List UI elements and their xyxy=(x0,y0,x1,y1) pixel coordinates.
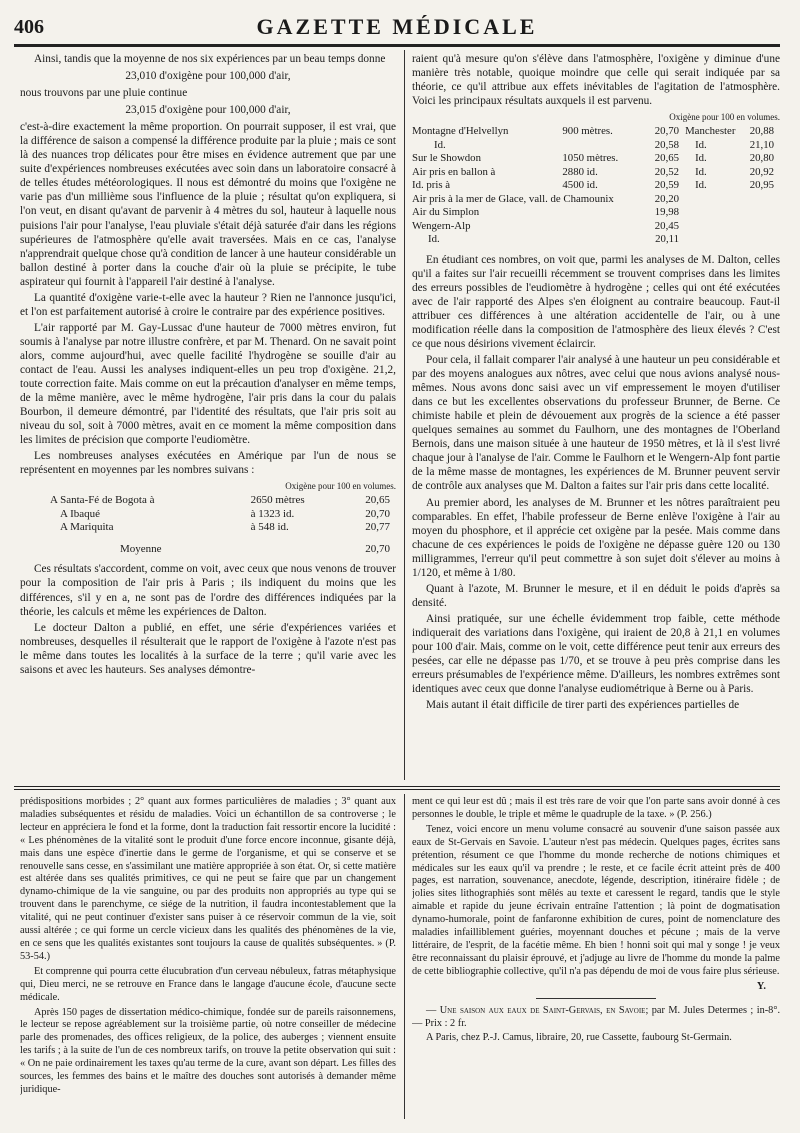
table-cell-place: Id. xyxy=(434,138,446,151)
column-divider-bottom xyxy=(404,794,405,1119)
table-cell-value: 20,45 xyxy=(654,219,680,232)
citation: — Une saison aux eaux de Saint-Gervais, en Savoie; par M. Jules Determes ; in-8°. — Prix : 2 fr. xyxy=(412,1004,780,1029)
feuilleton-rule-2 xyxy=(14,789,780,790)
table-row xyxy=(412,166,780,180)
table-cell-place: Air pris à la mer de Glace, vall. de Chamounix xyxy=(412,192,614,205)
table-cell-place2: Id. xyxy=(695,165,707,178)
table-row xyxy=(412,125,780,139)
table-cell-place: A Ibaqué xyxy=(60,507,101,520)
table-cell-place: A Santa-Fé de Bogota à xyxy=(50,494,155,507)
table-cell-value: 20,70 xyxy=(654,125,680,138)
table-row xyxy=(412,139,780,153)
table-row xyxy=(412,152,780,166)
paragraph: Tenez, voici encore un menu volume consacré au souvenir d'une saison passée aux eaux de St-Gervais en Savoie. L'auteur n'est pas médecin. Quelques pages, écrites sans prétention, résument ce que l'homme du monde recherche de notions chimiques et médicales sur les eaux qu'il va prendre ; le reste, et ce facile écrit atteint près de 400 pages, est narration, souvenance, anecdote, légende, description, itinéraire fidèle ; de jolies sites lithographiés sont mêlés au texte et caressent le regard, tandis que le style aimable et rapide du jeune écrivain entraîne l'attention ; là point de dogmatisation dynamo-humorale, point de fanfaronne exhibition de cures, point de nomenclature des maladies infailliblement guéries, moyennant douches et pécune ; mais de la verve littéraire, de l'esprit, de la facétie même. Eh bien ! honni soit qui mal y songe ! je veux être reconnaissant du plaisir éprouvé, et j'adjuge au livre de l'homme du monde la palme de cette bibliographie collective, qu'il n'a pas dépendu de moi de vous faire plus sérieuse. xyxy=(412,823,780,977)
table-cell-place: Id. pris à xyxy=(412,179,451,192)
table-cell-alt: à 1323 id. xyxy=(250,507,295,520)
table-cell-value2: 20,80 xyxy=(749,152,774,165)
separator xyxy=(536,998,656,999)
paragraph: Pour cela, il fallait comparer l'air analysé à une hauteur un peu considérable et par des moyens analogues aux nôtres, avec celui que nous avions analysé nous-mêmes. Nous avons donc saisi avec un vif empressement le moyen d'utiliser dans ce but les excellentes observations du professeur Brunner, de Berne. Ce chimiste habile et plein de dévouement aux progrès de la science a été passer quelques semaines au sommet du Faulhorn, une des montagnes de l'Oberland Bernois, dans une maison située à une hauteur de 1950 mètres, et là il s'est livré chaque jour à l'analyse de l'air. Comme le Faulhorn et le Wengern-Alp font partie de la même masse de montagnes, les expériences de M. Brunner peuvent servir de contrôle aux analyses que M. Dalton a faites sur l'air pris dans cette localité. xyxy=(412,354,780,493)
paragraph: Ces résultats s'accordent, comme on voit, avec ceux que nous venons de trouver pour la composition de l'air pris à Paris ; ils indiquent du moins que les différences, s'il y en a, ne sont pas de l'ordre des différences indiquées par la théorie, les calculs et même les expériences de Dalton. xyxy=(20,563,396,618)
table-cell-place: Air pris en ballon à xyxy=(412,165,496,178)
moyenne-value: 20,70 xyxy=(365,542,390,555)
table-cell-value: 20,70 xyxy=(365,507,390,520)
paragraph: nous trouvons par une pluie continue xyxy=(20,87,188,100)
table-cell-place: Wengern-Alp xyxy=(412,219,471,232)
table-cell-place2: Manchester xyxy=(685,125,736,138)
table-cell-value2: 21,10 xyxy=(749,138,774,151)
table-cell-value: 20,65 xyxy=(654,152,680,165)
table-cell-value: 20,59 xyxy=(654,179,680,192)
table-cell-alt xyxy=(562,139,649,153)
formula: 23,010 d'oxigène pour 100,000 d'air, xyxy=(125,70,291,83)
table-row xyxy=(412,179,780,193)
table-row xyxy=(20,508,396,522)
paragraph: Ainsi pratiquée, sur une échelle évidemment trop faible, cette méthode indiquerait des variations dans l'oxigène, qui iraient de 20,8 à 21,1 en volumes pour 100 d'air. Mais, comme on le voit, cette différence peut tenir aux erreurs des pesées, car elle ne dépasse pas 1/70, et se trouve à peu près comprise dans les erreurs présumables de l'expérience même. D'ailleurs, les nombres extrêmes sont identiques avec ceux que donne l'analyse eudiométrique à Berne ou à Paris. xyxy=(412,612,780,696)
table-cell-value: 19,98 xyxy=(654,206,680,219)
table-cell-value: 20,52 xyxy=(654,165,680,178)
feuilleton-rule xyxy=(14,786,780,787)
paragraph: ment ce qui leur est dû ; mais il est très rare de voir que l'on parte sans avoir donné à ces personnes le double, le triple et même le quadruple de la taxe. » (P. 256.) xyxy=(412,796,780,820)
paragraph: raient qu'à mesure qu'on s'élève dans l'atmosphère, l'oxigène y diminue d'une manière très notable, quoique moindre que celle qui serait indiquée par sa théorie, ce qu'il attribue aux effets inévitables de l'agitation de l'atmosphère. Voici les principaux résultats auxquels il est parvenu. xyxy=(412,53,780,108)
table-cell-alt: à 548 id. xyxy=(250,521,289,534)
table-cell-place: A Mariquita xyxy=(60,521,114,534)
page-header xyxy=(14,14,780,40)
table-cell-value: 20,77 xyxy=(365,521,390,534)
paragraph: En étudiant ces nombres, on voit que, parmi les analyses de M. Dalton, celles qu'il a faites sur l'air recueilli récemment se trouvent comprises dans les limites des erreurs possibles de l'eudiomètre à hydrogène ; celles qui ont été exécutées avec de l'air rapporté des Alpes s'en éloignent au contraire beaucoup. Faut-il attribuer ces différences à une altération accidentelle de l'air, ou à une modification réelle dans la composition de l'atmosphère des lieux élevés ? C'est ce que nous désirions vivement éclaircir. xyxy=(412,253,780,351)
table-header: Oxigène pour 100 en volumes. xyxy=(669,112,780,123)
table-cell-place: Air du Simplon xyxy=(412,206,480,219)
table-cell-value: 20,11 xyxy=(655,233,680,246)
paragraph: Quant à l'azote, M. Brunner le mesure, et il en déduit le poids d'après sa densité. xyxy=(412,582,780,609)
table-cell-place2: Id. xyxy=(695,179,707,192)
publisher: A Paris, chez P.-J. Camus, libraire, 20, rue Cassette, faubourg St-Germain. xyxy=(426,1032,732,1044)
paragraph: Au premier abord, les analyses de M. Brunner et les nôtres paraîtraient peu comparables. En effet, l'habile professeur de Berne enlève l'oxigène à l'air au moyen du phosphore, et il apprécie cet oxigène par la pesée. Mais comme dans chacune de ces expériences le poids de l'oxigène ne dépasse guère 120 ou 130 milligrammes, l'erreur qu'il peut commettre à son sujet doit s'élever au moins à 1/120, et même à 1/80. xyxy=(412,496,780,579)
paragraph: prédispositions morbides ; 2° quant aux formes particulières de maladies ; 3° quant aux maladies subséquentes et résidu de maladies. Voici un échantillon de sa controverse ; le lecteur en appréciera le fond et la forme, dont la traduction fait ressortir encore la lucidité : « Les phénomènes de la vitalité sont le produit d'une force encore inconnue, gisante déjà, mais dans une espèce d'inertie dans le germe de l'organisme, et qui se conserve et se renouvelle sans cesse, en s'assimilant une matière appropriée à son état. Or, si cette matière est altérée dans ses qualités primitives, ce qui ne peut se faire que par un changement dynamo-chimique de la vie sanguine, ou par des produits non appropriés au type qui se trouvent dans le parenchyme, ce siége de la nutrition, il faudra incontestablement que la vitalité, qui ne peut continuer d'exister sans puiser à ce réservoir commun de la vie, soit aussi altérée ; ce qui forme un cercle vicieux dans les qualités des phénomènes de la vie, en ce sens que les qualités existantes sont toujours la cause de qualités subséquentes. » (P. 53-54.) xyxy=(20,796,396,962)
paragraph: Et comprenne qui pourra cette élucubration d'un cerveau nébuleux, fatras métaphysique qui, Dieu merci, ne se retrouve en France dans le langage d'aucune école, d'aucune secte médicale. xyxy=(20,965,396,1003)
citation-details: ; par M. Jules Determes ; in-8°. — Prix : 2 fr. xyxy=(412,1004,780,1029)
paragraph: Après 150 pages de dissertation médico-chimique, fondée sur de pareils raisonnemens, le lecteur se repose agréablement sur la troisième partie, où notre conseiller de médecine parle des promenades, des offices religieux, de la police, des auberges ; viennent ensuite les tarifs ; à la suite de l'un de ces nombreux tarifs, on trouve la petite observation qui suit : « On ne paie ordinairement les taxes qu'au terme de la cure, avant son départ. Les filles des sources, les femmes des bains et le maître des douches sont autorisés à demander même juridique- xyxy=(20,1006,396,1095)
column-divider-top xyxy=(404,50,405,780)
table-cell-value2: 20,95 xyxy=(749,179,774,192)
table-row-moyenne xyxy=(20,543,396,557)
journal-title: GAZETTE MÉDICALE xyxy=(256,14,538,39)
table-cell-place2: Id. xyxy=(695,152,707,165)
right-column xyxy=(412,52,780,780)
table-row xyxy=(20,494,396,508)
table-row xyxy=(412,206,780,220)
data-table-dalton xyxy=(412,125,780,247)
table-cell-alt: 1050 mètres. xyxy=(562,152,619,165)
table-cell-value: 20,20 xyxy=(654,192,680,205)
paragraph: L'air rapporté par M. Gay-Lussac d'une hauteur de 7000 mètres environ, fut soumis à l'analyse par notre illustre confrère, et par M. Thenard. On ne savait point alors, comme aujourd'hui, avec quelle facilité l'hydrogène se souille d'air au contact de l'eau. Aussi les analyses indiquent-elles un peu trop d'oxigène. 21,2, toute correction faite. Mais comme on eut la précaution d'analyser en même temps, de la même manière, avec le même hydrogène, l'air pris dans la cour du palais Bourbon, il demeure démontré, par l'identité des résultats, que l'air pris soit au niveau du sol, soit à 7000 mètres, avait en ce moment la même composition dans les limites de précision que comporte l'eudiomètre. xyxy=(20,321,396,447)
paragraph: Mais autant il était difficile de tirer parti des expériences partielles de xyxy=(426,699,740,712)
page-number: 406 xyxy=(14,16,44,38)
table-row xyxy=(412,193,780,207)
feuilleton-right xyxy=(412,796,780,1121)
paragraph: c'est-à-dire exactement la même proportion. On pourrait supposer, il est vrai, que la différence de saison a compensé la différence produite par la pluie ; mais ce sont là des nuances trop délicates pour être mises en évidence autrement que par une suite d'expériences nombreuses exécutées avec soin dans un laboratoire consacré à de telles études météorologiques. Il nous est démontré du moins que l'oxigène ne varie pas d'un millième sous l'influence de la pluie ; résultat qu'on expliquera, si l'on veut, en disant qu'avant de parvenir à 4 mètres du sol, hauteur à laquelle nous puisions l'air pour l'analyse, l'eau pluviale s'était déjà saturée d'air dans les régions supérieures de l'atmosphère qu'elle avait traversées. Mais en ce cas, l'analyse n'apprendrait quelque chose qu'à condition de lancer à une hauteur considérable un ballon destiné à porter dans la couche d'air où la pluie se précipite, le tube aspirateur qui fournit à l'appareil l'air destiné à l'analyse. xyxy=(20,121,396,288)
left-column xyxy=(20,52,396,780)
table-row xyxy=(412,220,780,234)
table-cell-alt: 2650 mètres xyxy=(250,494,305,507)
data-table-america xyxy=(20,494,396,556)
paragraph: La quantité d'oxigène varie-t-elle avec la hauteur ? Rien ne l'annonce jusqu'ici, et l'on est parfaitement autorisé à croire le contraire par des expérience positives. xyxy=(20,291,396,318)
paragraph: Le docteur Dalton a publié, en effet, une série d'expériences variées et nombreuses, desquelles il résulterait que le rapport de l'oxigène à l'azote n'est pas le même dans toutes les localités à la surface de la terre ; qu'il varie avec les saisons et avec les hauteurs. Ses analyses démontre- xyxy=(20,621,396,676)
table-cell-alt: 4500 id. xyxy=(562,179,598,192)
feuilleton-left xyxy=(20,796,396,1121)
formula: 23,015 d'oxigène pour 100,000 d'air, xyxy=(125,104,291,117)
paragraph: Les nombreuses analyses exécutées en Amérique par l'un de nous se représentent en moyennes par les nombres suivans : xyxy=(20,450,396,477)
table-cell-value2: 20,92 xyxy=(749,165,774,178)
signature: Y. xyxy=(756,980,766,992)
table-cell-place: Id. xyxy=(428,233,440,246)
table-cell-place2: Id. xyxy=(695,138,707,151)
table-cell-alt: 2880 id. xyxy=(562,165,598,178)
table-cell-place: Montagne d'Helvellyn xyxy=(412,125,509,138)
table-cell-alt: 900 mètres. xyxy=(562,125,613,138)
table-header: Oxigène pour 100 en volumes. xyxy=(285,481,396,492)
header-rule-thin xyxy=(14,46,780,47)
table-cell-value: 20,65 xyxy=(365,494,390,507)
citation-title: Une saison aux eaux de Saint-Gervais, en Savoie xyxy=(439,1004,646,1016)
table-row xyxy=(20,521,396,535)
table-cell-place: Sur le Showdon xyxy=(412,152,481,165)
table-row xyxy=(412,233,780,247)
paragraph: Ainsi, tandis que la moyenne de nos six expériences par un beau temps donne xyxy=(34,53,386,65)
table-cell-value: 20,58 xyxy=(654,138,680,151)
table-cell-value2: 20,88 xyxy=(749,125,774,138)
moyenne-label: Moyenne xyxy=(120,542,162,555)
